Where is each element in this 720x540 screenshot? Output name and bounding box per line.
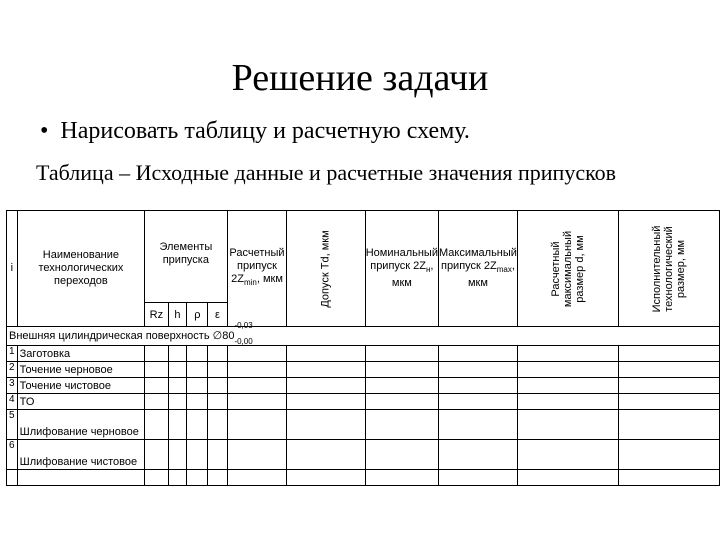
- calc-allowance-unit: , мкм: [256, 273, 283, 286]
- slide-title: Решение задачи: [231, 57, 489, 99]
- row-index: 1: [7, 346, 18, 362]
- row-operation: Шлифование чистовое: [17, 440, 145, 470]
- row-index: 3: [7, 378, 18, 394]
- row-index: 6: [7, 440, 18, 470]
- row-index: 2: [7, 362, 18, 378]
- header-row: [7, 211, 720, 303]
- surface-tolerance: [234, 321, 264, 347]
- tolerance-lower: -0,00: [234, 337, 253, 347]
- header-allowance-elements: Элементы припуска: [145, 211, 227, 303]
- table-row: [7, 362, 720, 378]
- header-calc-allowance: [227, 211, 287, 327]
- header-rz: Rz: [145, 303, 168, 327]
- bullet-item: [40, 118, 470, 145]
- table-row: [7, 346, 720, 362]
- surface-label: Внешняя цилиндрическая поверхность ∅80: [9, 329, 235, 342]
- header-h: h: [168, 303, 187, 327]
- header-exec-size: [618, 211, 719, 327]
- row-operation: ТО: [17, 394, 145, 410]
- table-caption: Таблица – Исходные данные и расчетные значения припусков: [36, 160, 617, 185]
- row-operation: Точение чистовое: [17, 378, 145, 394]
- surface-row: [7, 327, 720, 346]
- header-index: i: [7, 211, 18, 327]
- maximal-sub: max: [496, 265, 512, 275]
- header-eps: ε: [208, 303, 227, 327]
- calc-allowance-sub: min: [243, 278, 257, 288]
- nominal-text: Номинальный припуск 2Z: [365, 247, 438, 273]
- allowance-table: [6, 210, 720, 486]
- maximal-text: Максимальный припуск 2Z: [438, 247, 517, 273]
- header-nominal: [365, 211, 438, 327]
- header-rho: ρ: [187, 303, 208, 327]
- surface-cell: [7, 321, 720, 347]
- nominal-unit: , мкм: [391, 260, 434, 289]
- header-calc-max-size: [517, 211, 618, 327]
- table-row: [7, 394, 720, 410]
- row-operation: Заготовка: [17, 346, 145, 362]
- tolerance-upper: -0,03: [234, 321, 253, 331]
- nominal-sub: н: [426, 265, 431, 275]
- calc-max-size-text: Расчетный максимальный размер d, мм: [549, 230, 586, 307]
- row-index: 4: [7, 394, 18, 410]
- bullet-dot: •: [40, 118, 49, 144]
- bullet-text: Нарисовать таблицу и расчетную схему.: [60, 118, 470, 144]
- table-row-empty: [7, 470, 720, 486]
- header-tolerance: [287, 211, 365, 327]
- exec-size-text: Исполнительный технологический размер, мм: [650, 225, 687, 312]
- header-operation-name: Наименование технологических переходов: [17, 211, 145, 327]
- table-row: [7, 410, 720, 440]
- maximal-unit: , мкм: [467, 260, 515, 289]
- table-row: [7, 440, 720, 470]
- table-row: [7, 378, 720, 394]
- calc-allowance-text: Расчетный припуск 2Z: [229, 247, 285, 286]
- row-operation: Шлифование черновое: [17, 410, 145, 440]
- row-operation: Точение черновое: [17, 362, 145, 378]
- row-index: 5: [7, 410, 18, 440]
- header-maximal: [438, 211, 517, 327]
- tolerance-text: Допуск Td, мкм: [320, 229, 333, 308]
